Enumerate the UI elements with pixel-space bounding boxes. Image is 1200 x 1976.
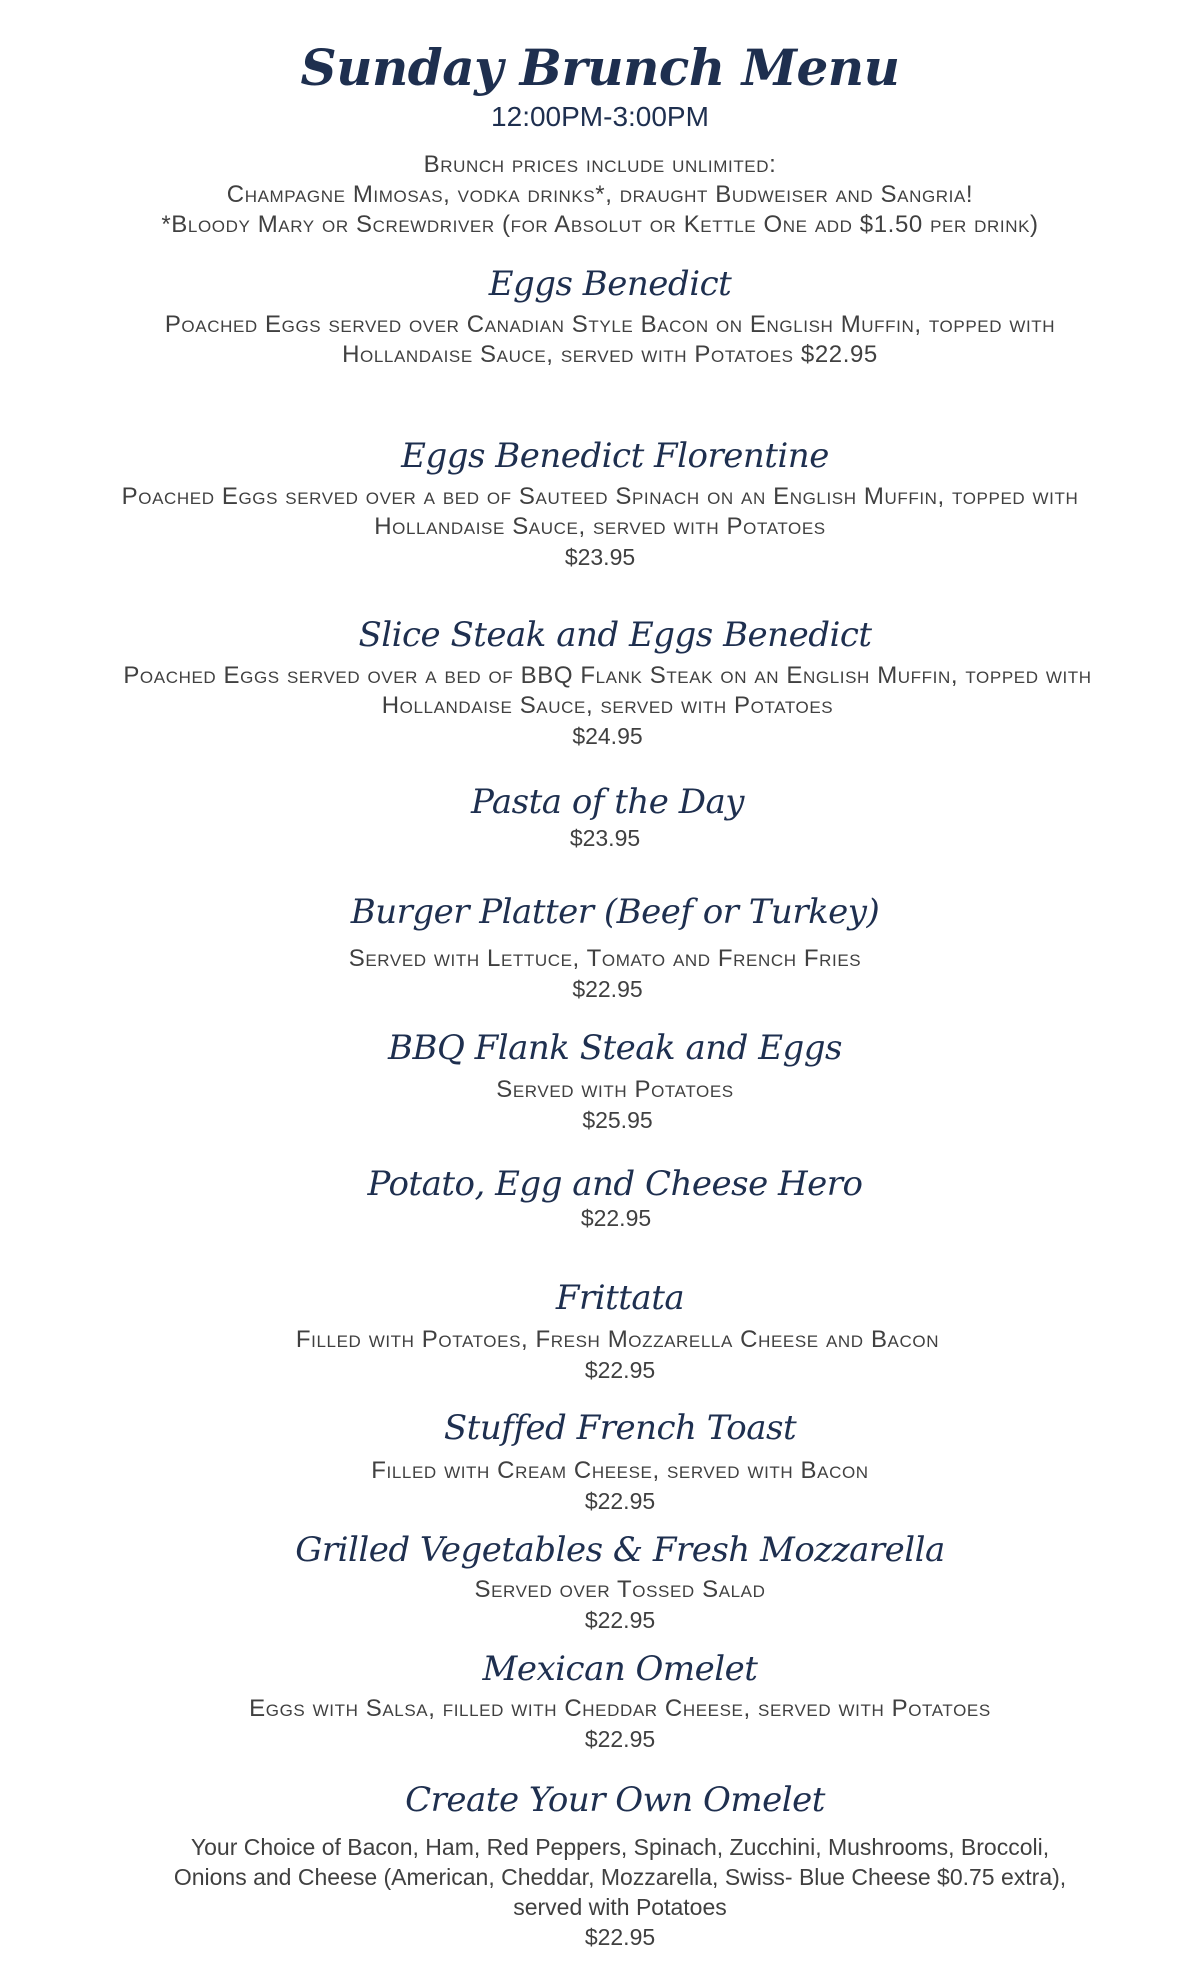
dish-price: $22.95 — [584, 1488, 656, 1514]
dish-name: Potato, Egg and Cheese Hero — [367, 1164, 863, 1204]
dish-name: Burger Platter (Beef or Turkey) — [350, 892, 880, 932]
menu-hours: 12:00PM-3:00PM — [491, 101, 709, 132]
dish-description: Poached Eggs served over a bed of Sauteed Spinach on an English Muffin, topped with — [121, 483, 1079, 510]
dish-description: Hollandaise Sauce, served with Potatoes — [374, 513, 826, 540]
dish-price: $22.95 — [584, 1357, 656, 1383]
dish-description: served with Potatoes — [513, 1894, 727, 1920]
dish-name: Grilled Vegetables & Fresh Mozzarella — [295, 1530, 945, 1570]
dish-description: Served with Potatoes — [496, 1076, 734, 1103]
dish-description: Poached Eggs served over Canadian Style Bacon on English Muffin, topped with — [164, 311, 1056, 338]
dish-description: Your Choice of Bacon, Ham, Red Peppers, Spinach, Zucchini, Mushrooms, Broccoli, — [190, 1834, 1050, 1860]
dish-price: $25.95 — [582, 1107, 653, 1133]
dish-name: BBQ Flank Steak and Eggs — [388, 1028, 842, 1068]
intro-line-1: Brunch prices include unlimited: — [423, 151, 777, 178]
dish-description: Hollandaise Sauce, served with Potatoes $22.95 — [342, 341, 878, 368]
dish-name: Create Your Own Omelet — [405, 1780, 825, 1820]
dish-name: Pasta of the Day — [471, 782, 744, 822]
dish-description: Served over Tossed Salad — [474, 1576, 766, 1603]
dish-name: Mexican Omelet — [482, 1649, 758, 1689]
menu-title: Sunday Brunch Menu — [300, 38, 900, 97]
dish-description: Onions and Cheese (American, Cheddar, Mozzarella, Swiss- Blue Cheese $0.75 extra), — [173, 1864, 1067, 1890]
dish-price: $24.95 — [572, 723, 643, 749]
dish-price: $23.95 — [569, 825, 641, 851]
dish-name: Eggs Benedict — [488, 264, 732, 304]
dish-price: $23.95 — [564, 544, 636, 570]
dish-description: Filled with Potatoes, Fresh Mozzarella Cheese and Bacon — [295, 1326, 940, 1353]
dish-name: Stuffed French Toast — [443, 1408, 797, 1448]
dish-name: Slice Steak and Eggs Benedict — [358, 615, 872, 655]
dish-description: Filled with Cream Cheese, served with Bacon — [371, 1457, 869, 1484]
dish-price: $22.95 — [580, 1205, 652, 1231]
dish-description: Eggs with Salsa, filled with Cheddar Cheese, served with Potatoes — [249, 1695, 991, 1722]
dish-price: $22.95 — [584, 1924, 656, 1950]
dish-price: $22.95 — [584, 1607, 656, 1633]
dish-price: $22.95 — [584, 1726, 656, 1752]
dish-name: Frittata — [555, 1278, 685, 1318]
dish-description: Hollandaise Sauce, served with Potatoes — [381, 692, 834, 719]
intro-line-2: Champagne Mimosas, vodka drinks*, draught Budweiser and Sangria! — [226, 181, 974, 208]
dish-description: Served with Lettuce, Tomato and French Fries — [348, 945, 862, 972]
dish-description: Poached Eggs served over a bed of BBQ Flank Steak on an English Muffin, topped with — [123, 662, 1092, 689]
intro-line-3: *Bloody Mary or Screwdriver (for Absolut or Kettle One add $1.50 per drink) — [161, 211, 1039, 238]
dish-price: $22.95 — [572, 976, 643, 1002]
dish-name: Eggs Benedict Florentine — [401, 436, 829, 476]
